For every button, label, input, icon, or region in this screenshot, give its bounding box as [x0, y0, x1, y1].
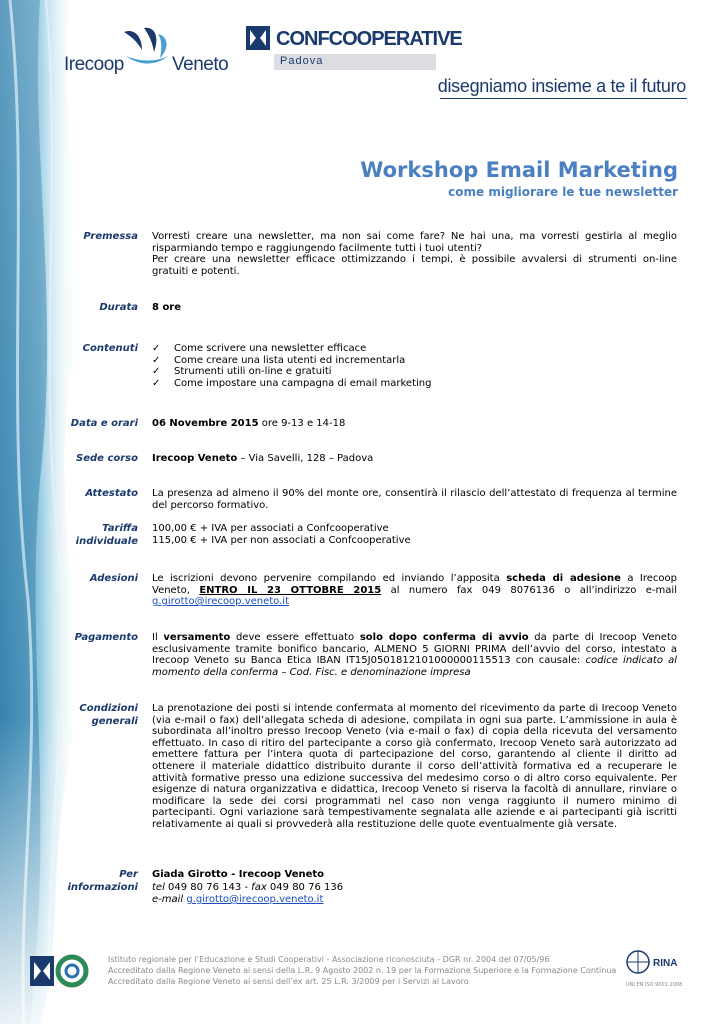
- list-item: ✓ Come scrivere una newsletter efficace: [152, 343, 367, 354]
- contenuti-list: [152, 343, 677, 389]
- causale: codice indicato al momento della conferma – Cod. Fisc. e denominazione impresa: [152, 655, 677, 678]
- contact-fax: 049 80 76 136: [266, 881, 344, 893]
- page-subtitle: come migliorare le tue newsletter: [448, 185, 678, 199]
- confcooperative-logo: [246, 26, 462, 72]
- irecoop-veneto-logo: [64, 26, 229, 76]
- confcooperative-band: [274, 54, 436, 70]
- confcooperative-sub: Padova: [280, 55, 324, 67]
- contact-tel: 049 80 76 143 -: [164, 881, 252, 893]
- footer-text: [108, 954, 616, 987]
- label-durata: Durata: [99, 302, 138, 313]
- list-item: ✓ Strumenti utili on-line e gratuiti: [152, 366, 332, 378]
- premessa-p1: Vorresti creare una newsletter, ma non sai come fare? Ne hai una, ma vorresti gestirla al meglio risparmiando tempo e raggiungendo facilmente tutti i tuoi utenti?: [152, 231, 677, 254]
- footer-line-2: Accreditato dalla Regione Veneto ai sensi della L.R. 9 Agosto 2002 n. 19 per la Formazione Superiore e la Formazione Continua: [108, 966, 617, 975]
- section-contenuti: [152, 343, 677, 389]
- rina-certification-logo: [626, 948, 688, 988]
- durata-value: 8 ore: [152, 302, 182, 313]
- deadline: ENTRO IL 23 OTTOBRE 2015: [199, 584, 382, 596]
- tagline: disegniamo insieme a te il futuro: [437, 76, 686, 96]
- sede-value: [152, 453, 677, 465]
- footer-logos: [28, 952, 90, 992]
- premessa-p2: Per creare una newsletter efficace ottimizzando i tempi, è possibile avvalersi di strumenti on-line gratuiti e potenti.: [152, 254, 677, 277]
- label-condizioni: Condizioni generali: [79, 703, 138, 727]
- contact-name: Giada Girotto - Irecoop Veneto: [152, 869, 325, 880]
- tariffa-associati: 100,00 € + IVA per associati a Confcooperative: [152, 523, 389, 534]
- checkmark-icon: ✓: [152, 354, 161, 366]
- logo-text-irecoop: Irecoop: [64, 54, 124, 75]
- adesioni-text: Le iscrizioni devono pervenire compilando ed inviando l’apposita scheda di adesione a Irecoop Veneto, ENTRO IL 23 OTTOBRE 2015 al numero fax 049 8076136 o all’indirizzo e-mail g.girotto@irecoop.veneto.it: [152, 573, 678, 608]
- tariffa-non-associati: 115,00 € + IVA per non associati a Confcooperative: [152, 534, 411, 546]
- list-item: ✓ Come impostare una campagna di email marketing: [152, 377, 432, 389]
- label-attestato: Attestato: [85, 488, 138, 499]
- pagamento-text: Il versamento deve essere effettuato solo dopo conferma di avvio da parte di Irecoop Veneto esclusivamente tramite bonifico bancario, ALMENO 5 GIORNI PRIMA dell’avvio del corso, intestato a Irecoop Veneto su Banca Etica IBAN IT15J0501812101000000115513 con causale: codice indicato al momento della conferma – Cod. Fisc. e denominazione impresa: [152, 632, 677, 678]
- label-data-orari: Data e orari: [70, 418, 138, 429]
- confcooperative-footer-icon: [30, 956, 54, 986]
- rina-text: RINA: [653, 958, 678, 969]
- logo-text-veneto: Veneto: [172, 54, 229, 75]
- label-adesioni: Adesioni: [89, 573, 138, 584]
- coop-footer-icon: [58, 957, 86, 985]
- checkmark-icon: ✓: [152, 343, 161, 354]
- label-contenuti: Contenuti: [82, 343, 138, 354]
- checkmark-icon: ✓: [152, 366, 161, 378]
- info-block: Giada Girotto - Irecoop Veneto tel 049 80 76 143 - fax 049 80 76 136 e-mail g.girotto@irecoop.veneto.it: [152, 869, 344, 905]
- data-orari-value: [152, 418, 677, 430]
- irecoop-wing-icon: [120, 26, 172, 66]
- adesioni-email-link[interactable]: g.girotto@irecoop.veneto.it: [152, 596, 290, 608]
- label-tariffa: Tariffa individuale: [75, 523, 138, 547]
- sede-name: Irecoop Veneto: [152, 453, 238, 464]
- label-informazioni: Per informazioni: [67, 869, 138, 893]
- section-premessa: [152, 231, 677, 277]
- page-title: Workshop Email Marketing: [360, 158, 678, 182]
- footer-line-1: Istituto regionale per l’Educazione e Studi Cooperativi - Associazione riconosciuta - DGR nr. 2004 del 07/05/96: [108, 955, 550, 964]
- sede-address: – Via Savelli, 128 – Padova: [237, 453, 374, 464]
- confcooperative-mark-icon: [246, 26, 270, 50]
- course-date: 06 Novembre 2015: [152, 418, 259, 429]
- course-hours: ore 9-13 e 14-18: [258, 418, 346, 429]
- label-sede: Sede corso: [76, 453, 138, 464]
- label-pagamento: Pagamento: [74, 632, 138, 643]
- checkmark-icon: ✓: [152, 377, 161, 389]
- condizioni-text: La prenotazione dei posti si intende confermata al momento del ricevimento da parte di Irecoop Veneto (via e-mail o fax) dell’allegata scheda di adesione, compilata in ogni sua parte. L’ammissione in aula è subordinata all’inoltro presso Irecoop Veneto (via e-mail o fax) di copia della ricevuta del versamento effettuato. In caso di ritiro del partecipante a corso già confermato, Irecoop Veneto sarà autorizzato ad emettere fattura per l’intera quota di partecipazione del corso, garantendo al cliente il diritto ad ottenere il materiale didattico distribuito durante il corso dell’attività formativa ed a recuperare le attività formative presso una edizione successiva del medesimo corso o di altro corso equivalente. Per esigenze di natura organizzativa e didattica, Irecoop Veneto si riserva la facoltà di annullare, rinviare o modificare la sede dei corsi programmati nel caso non venga raggiunto il numero minimo di partecipanti. Ogni variazione sarà tempestivamente segnalata alle aziende e ai partecipanti già iscritti relativamente ai quali si provvederà alla restituzione delle quote eventualmente già versate.: [152, 703, 677, 830]
- tagline-divider: [440, 98, 687, 99]
- cert-text: UNI EN ISO 9001:2008: [626, 982, 683, 988]
- tariffa-values: [152, 523, 677, 546]
- scheda-adesione: scheda di adesione: [506, 573, 621, 584]
- confcooperative-text: CONFCOOPERATIVE: [276, 28, 462, 50]
- contact-email-link[interactable]: g.girotto@irecoop.veneto.it: [186, 894, 324, 905]
- attestato-text: La presenza ad almeno il 90% del monte ore, consentirà il rilascio dell’attestato di frequenza al termine del percorso formativo.: [152, 488, 677, 511]
- label-premessa: Premessa: [83, 231, 138, 242]
- list-item: ✓ Come creare una lista utenti ed incrementarla: [152, 354, 406, 366]
- footer-line-3: Accreditato dalla Regione Veneto ai sensi dell’ex art. 25 L.R. 3/2009 per i Servizi al Lavoro: [108, 977, 469, 986]
